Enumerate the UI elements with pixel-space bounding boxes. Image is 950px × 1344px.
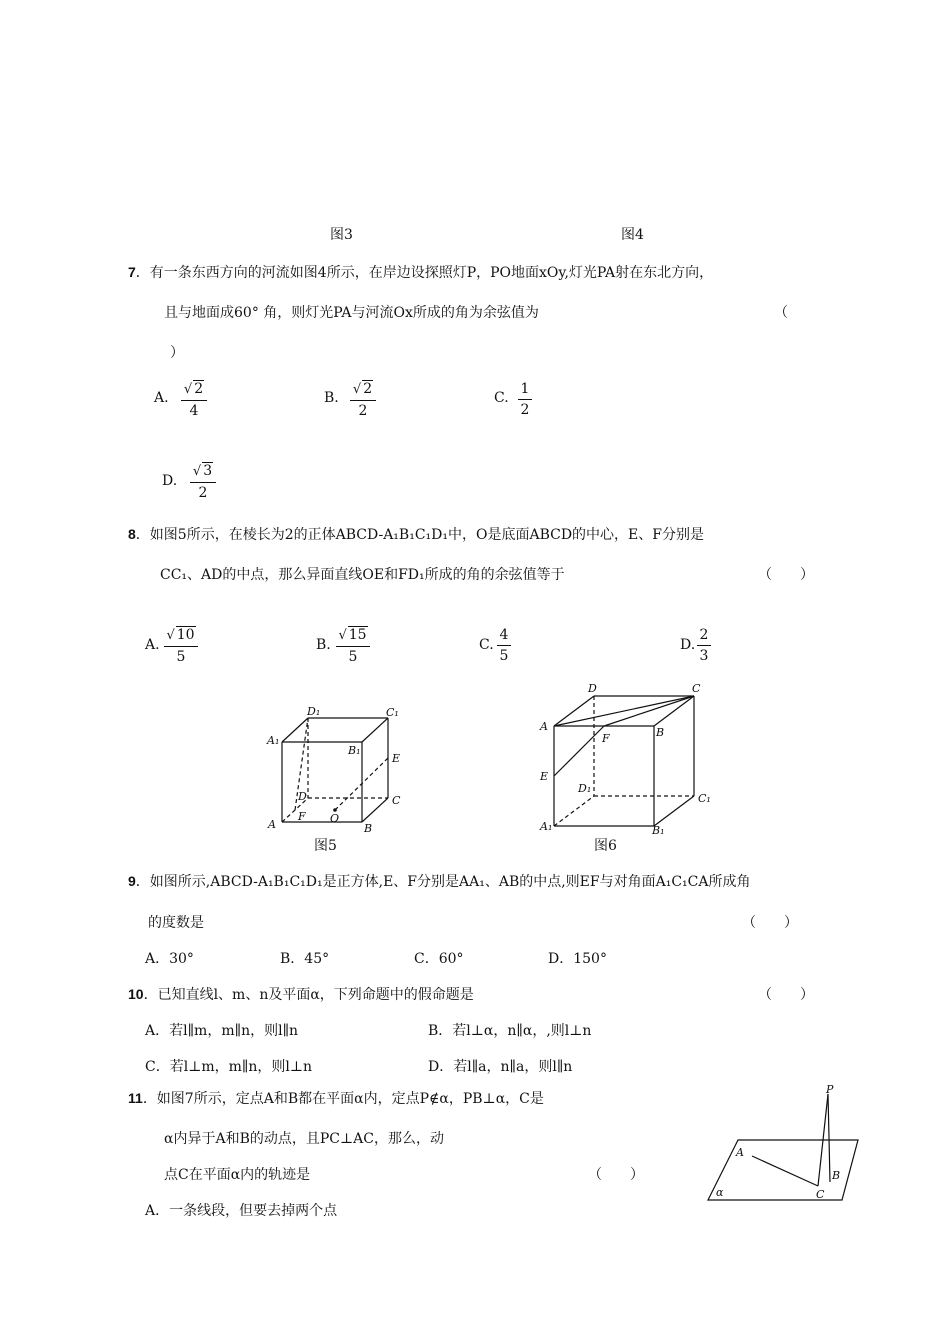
label-a1: A₁ <box>540 820 553 833</box>
question-number: 11 <box>128 1090 143 1106</box>
answer-paren-open: （ <box>774 305 788 321</box>
option-b: B．若l⊥α，n∥α，,则l⊥n <box>428 1023 592 1039</box>
label-c1: C₁ <box>386 706 399 719</box>
label-c: C <box>816 1188 825 1201</box>
option-label: A. <box>154 390 169 406</box>
question-text-line3: 点C在平面α内的轨迹是 <box>164 1167 311 1183</box>
option-a-fraction: √ 10 5 <box>164 626 198 666</box>
figure-3-caption: 图3 <box>330 227 353 243</box>
option-label: A. <box>145 637 160 653</box>
label-o: O <box>330 812 340 825</box>
option-a: A．30° <box>145 951 194 967</box>
question-text-line2: α内异于A和B的动点，且PC⊥AC，那么，动 <box>164 1131 444 1147</box>
label-d: D <box>298 790 307 803</box>
label-f: F <box>298 810 306 823</box>
label-b: B <box>656 726 665 739</box>
question-text: ．如图7所示，定点A和B都在平面α内，定点P <box>142 1091 429 1107</box>
question-text: ．已知直线l、m、n及平面α，下列命题中的假命题是 <box>143 987 474 1003</box>
label-b1: B₁ <box>652 824 665 837</box>
answer-paren: （ ） <box>758 987 814 1003</box>
option-c-fraction: 1 2 <box>518 380 532 419</box>
option-c: C．若l⊥m，m∥n，则l⊥n <box>145 1059 313 1075</box>
figure-5-cube-diagram <box>262 700 422 840</box>
question-text: ．有一条东西方向的河流如图4所示，在岸边设探照灯P，PO地面xOy,灯光PA射在东北方向， <box>135 265 714 281</box>
label-c1: C₁ <box>698 792 711 805</box>
option-b-fraction: √ 15 5 <box>336 626 370 666</box>
label-d: D <box>588 682 597 695</box>
question-text-line2: 的度数是 <box>148 915 204 931</box>
option-a-fraction: √ 2 4 <box>181 380 207 420</box>
option-b-fraction: √ 2 2 <box>350 380 376 420</box>
option-label: B. <box>316 637 331 653</box>
option-c: C．60° <box>414 951 464 967</box>
label-d1: D₁ <box>307 705 321 718</box>
option-label: C. <box>494 390 509 406</box>
figure-7-plane-diagram <box>704 1080 870 1204</box>
answer-paren: （ ） <box>742 915 798 931</box>
answer-paren: （ ） <box>758 567 814 583</box>
figure-6-cube-diagram <box>530 680 720 838</box>
option-d-fraction: √ 3 2 <box>190 462 216 502</box>
option-a: A．若l∥m，m∥n，则l∥n <box>145 1023 299 1039</box>
label-c: C <box>392 794 401 807</box>
label-d1: D₁ <box>578 782 592 795</box>
option-a: A．一条线段，但要去掉两个点 <box>145 1203 338 1219</box>
question-number: 7 <box>128 264 136 280</box>
figure-5-caption: 图5 <box>314 838 337 854</box>
option-c-fraction: 4 5 <box>497 626 511 665</box>
question-text-cont: α，PB⊥α，C是 <box>439 1091 544 1107</box>
figure-4-caption: 图4 <box>621 227 644 243</box>
option-label: D. <box>162 473 178 489</box>
not-in-symbol: ∉ <box>429 1091 440 1107</box>
option-label: C. <box>479 637 494 653</box>
label-a: A <box>268 818 276 831</box>
label-a: A <box>540 720 548 733</box>
option-b: B．45° <box>280 951 330 967</box>
answer-paren: （ ） <box>588 1167 644 1183</box>
label-c: C <box>692 682 701 695</box>
label-b: B <box>832 1169 841 1182</box>
option-d-fraction: 2 3 <box>697 626 711 665</box>
answer-paren-close: ） <box>170 345 184 361</box>
question-text: ．如图5所示，在棱长为2的正体ABCD-A₁B₁C₁D₁中，O是底面ABCD的中心，E、F分别是 <box>135 527 704 543</box>
label-alpha: α <box>716 1186 724 1199</box>
question-number: 9 <box>128 873 136 889</box>
figure-6-caption: 图6 <box>594 838 617 854</box>
question-text-line2: CC₁、AD的中点，那么异面直线OE和FD₁所成的角的余弦值等于 <box>160 567 565 583</box>
question-number: 8 <box>128 526 136 542</box>
option-label: B. <box>324 390 339 406</box>
label-a: A <box>736 1146 744 1159</box>
option-d: D．150° <box>548 951 607 967</box>
label-b: B <box>364 822 373 835</box>
label-b1: B₁ <box>348 744 361 757</box>
label-e: E <box>540 770 549 783</box>
label-f: F <box>602 732 610 745</box>
label-e: E <box>392 752 401 765</box>
option-d: D．若l∥a，n∥a，则l∥n <box>428 1059 573 1075</box>
label-a1: A₁ <box>267 734 280 747</box>
question-text: ．如图所示,ABCD-A₁B₁C₁D₁是正方体,E、F分别是AA₁、AB的中点,则EF与对角面A₁C₁CA所成角 <box>135 874 751 890</box>
question-number: 10 <box>128 986 144 1002</box>
label-p: P <box>826 1083 834 1096</box>
question-text-line2: 且与地面成60° 角，则灯光PA与河流Ox所成的角为余弦值为 <box>164 305 539 321</box>
option-label: D. <box>680 637 696 653</box>
